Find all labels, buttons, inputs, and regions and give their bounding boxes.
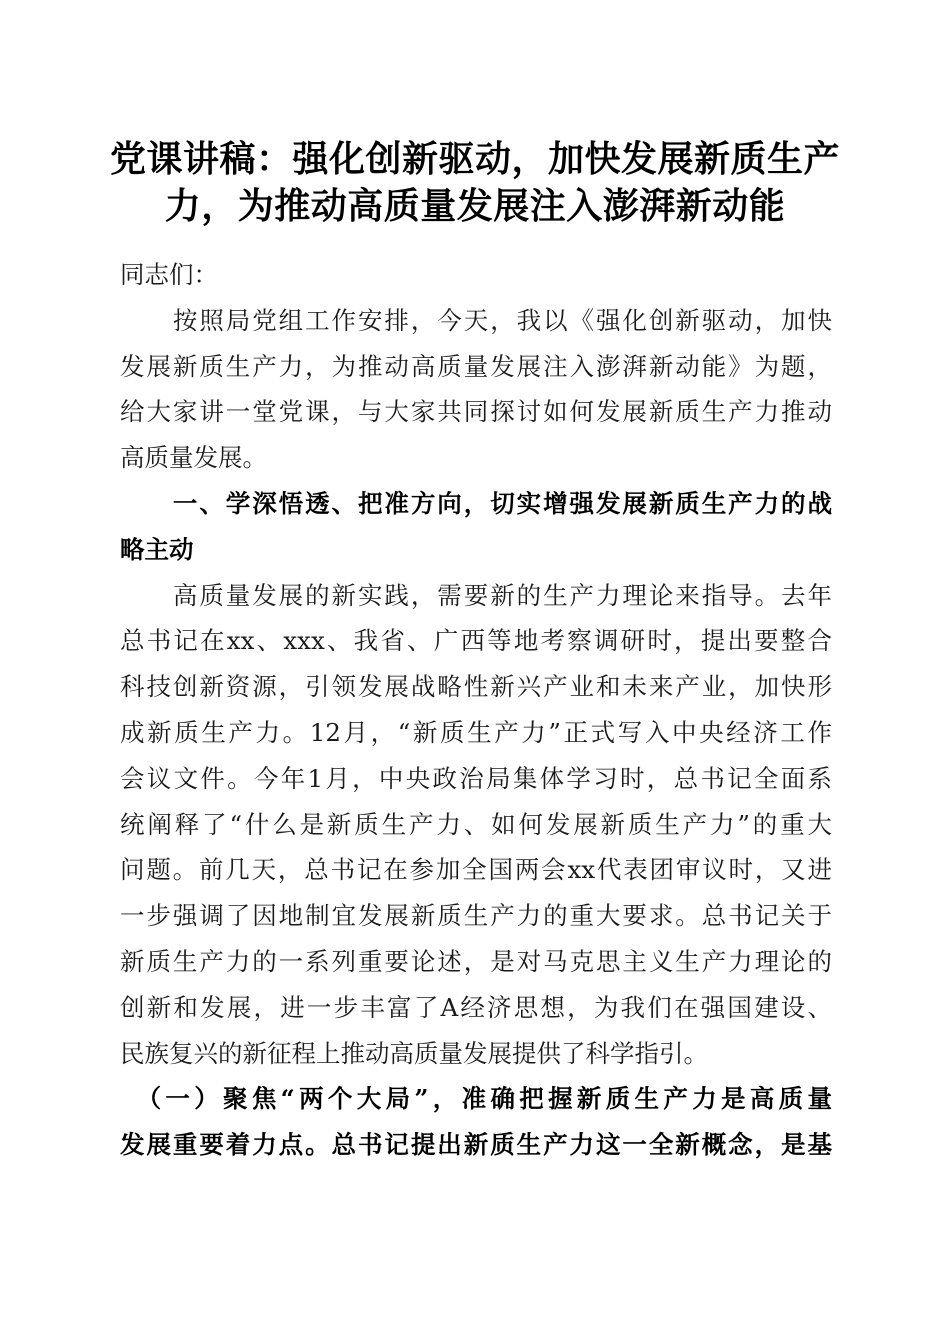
- section-1-line-2: 总书记在xx、xxx、我省、广西等地考察调研时，提出要整合: [120, 626, 832, 656]
- section-1-line-11: 民族复兴的新征程上推动高质量发展提供了科学指引。: [120, 1038, 708, 1068]
- section-1-heading: [120, 481, 832, 573]
- section-1-line-9: 新质生产力的一系列重要论述，是对马克思主义生产力理论的: [120, 946, 832, 976]
- section-1-line-1: 高质量发展的新实践，需要新的生产力理论来指导。去年: [120, 580, 832, 610]
- section-1-line-6: 统阐释了“什么是新质生产力、如何发展新质生产力”的重大: [120, 809, 832, 839]
- section-1-paragraph: [120, 573, 832, 1077]
- section-1-line-5: 会议文件。今年1月，中央政治局集体学习时，总书记全面系: [120, 763, 832, 793]
- salutation-line: 同志们：: [120, 260, 218, 289]
- section-1-line-4: 成新质生产力。12月，“新质生产力”正式写入中央经济工作: [120, 717, 832, 747]
- salutation: [120, 252, 832, 298]
- intro-line-1: 按照局党组工作安排，今天，我以《强化创新驱动，加快: [120, 305, 832, 335]
- intro-line-2: 发展新质生产力，为推动高质量发展注入澎湃新动能》为题，: [120, 351, 832, 381]
- intro-line-3: 给大家讲一堂党课，与大家共同探讨如何发展新质生产力推动: [120, 397, 832, 427]
- section-1-heading-line-1: 一、学深悟透、把准方向，切实增强发展新质生产力的战: [120, 488, 832, 518]
- section-1-line-3: 科技创新资源，引领发展战略性新兴产业和未来产业，加快形: [120, 672, 832, 702]
- section-1-line-8: 一步强调了因地制宜发展新质生产力的重大要求。总书记关于: [120, 901, 832, 931]
- document-body: [120, 252, 832, 1168]
- subsection-1-paragraph: [120, 1076, 832, 1168]
- title-line-1: 党课讲稿：强化创新驱动，加快发展新质生产: [110, 139, 841, 180]
- subsection-1-line-2: 发展重要着力点。总书记提出新质生产力这一全新概念，是基: [120, 1130, 832, 1160]
- intro-line-4: 高质量发展。: [120, 443, 267, 473]
- section-1-line-10: 创新和发展，进一步丰富了A经济思想，为我们在强国建设、: [120, 992, 832, 1022]
- title-line-2: 力，为推动高质量发展注入澎湃新动能: [164, 186, 786, 227]
- section-1-line-7: 问题。前几天，总书记在参加全国两会xx代表团审议时，又进: [120, 855, 832, 885]
- subsection-1-line-1: （一）聚焦“两个大局”，准确把握新质生产力是高质量: [120, 1084, 832, 1114]
- document-title: [110, 136, 840, 230]
- intro-paragraph: [120, 298, 832, 481]
- section-1-heading-line-2: 略主动: [120, 534, 194, 564]
